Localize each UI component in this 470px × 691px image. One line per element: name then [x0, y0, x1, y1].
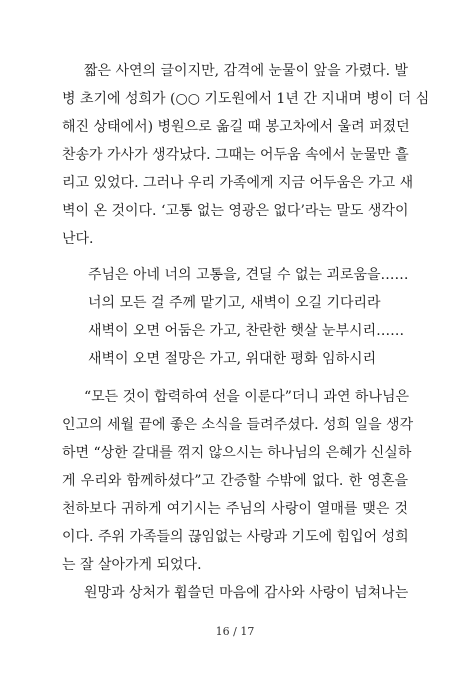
page-number: 16 / 17: [215, 625, 255, 638]
paragraph-2-line-4: 게 우리와 함께하셨다”고 간증할 수밖에 없다. 한 영혼을: [62, 473, 408, 489]
poem-line-3: 새벽이 오면 어둠은 가고, 찬란한 햇살 눈부시리……: [88, 323, 405, 339]
poem-line-4: 새벽이 오면 절망은 가고, 위대한 평화 임하시리: [88, 351, 377, 367]
paragraph-1-line-5: 리고 있었다. 그러나 우리 가족에게 지금 어두움은 가고 새: [62, 175, 414, 191]
paragraph-1-line-1: 짧은 사연의 글이지만, 감격에 눈물이 앞을 가렸다. 발: [84, 63, 409, 79]
paragraph-2-line-5: 천하보다 귀하게 여기시는 주님의 사랑이 열매를 맺은 것: [62, 501, 408, 517]
paragraph-1-line-4: 찬송가 가사가 생각났다. 그때는 어두움 속에서 눈물만 흘: [62, 147, 409, 163]
poem-line-2: 너의 모든 걸 주께 맡기고, 새벽이 오길 기다리라: [88, 295, 381, 311]
paragraph-1-line-7: 난다.: [62, 231, 94, 247]
paragraph-3-line-1: 원망과 상처가 휩쓸던 마음에 감사와 사랑이 넘쳐나는: [84, 585, 409, 601]
poem-line-1: 주님은 아네 너의 고통을, 견딜 수 없는 괴로움을……: [88, 267, 409, 283]
paragraph-2-line-2: 인고의 세월 끝에 좋은 소식을 들려주셨다. 성희 일을 생각: [62, 417, 414, 433]
paragraph-1-line-2: 병 초기에 성희가 (○○ 기도원에서 1년 간 지내며 병이 더 심: [62, 91, 430, 107]
paragraph-1-line-6: 벽이 온 것이다. ‘고통 없는 영광은 없다’라는 말도 생각이: [62, 203, 409, 219]
paragraph-1-line-3: 해진 상태에서) 병원으로 옮길 때 봉고차에서 울려 퍼졌던: [62, 119, 410, 135]
paragraph-2-line-6: 이다. 주위 가족들의 끊임없는 사랑과 기도에 힘입어 성희: [62, 529, 409, 545]
paragraph-2-line-7: 는 잘 살아가게 되었다.: [62, 557, 202, 573]
paragraph-2-line-3: 하면 “상한 갈대를 꺾지 않으시는 하나님의 은혜가 신실하: [62, 445, 412, 461]
paragraph-2-line-1: “모든 것이 합력하여 선을 이룬다”더니 과연 하나님은: [84, 389, 410, 405]
